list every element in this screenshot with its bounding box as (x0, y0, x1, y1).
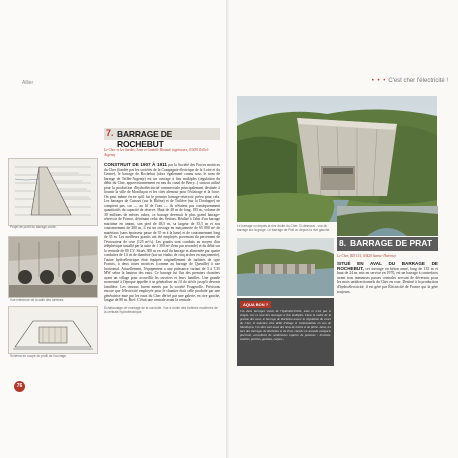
running-header-right (372, 78, 448, 84)
prat-title: BARRAGE DE PRAT (350, 238, 433, 248)
rochebut-lead: CONSTRUIT DE 1907 À 1911 (104, 162, 167, 168)
prat-heading (337, 237, 438, 251)
page-number-badge: 76 (14, 381, 25, 392)
gorge-svg (337, 206, 438, 236)
prat-credit: Le Cher, RD 151, 03420 Sainte-Thérence (337, 254, 397, 258)
aqua-bon-tag: AQUA BON ? (240, 301, 271, 308)
rochebut-dam-photo (237, 96, 437, 222)
running-header-dots: • • • (371, 78, 387, 84)
profile-drawing-caption: Projet de profil du barrage-voûte. (10, 225, 57, 229)
prat-body (337, 262, 438, 294)
prat-number: 8. (339, 238, 347, 248)
rochebut-dam-svg (237, 96, 437, 222)
prat-body-text: cet ouvrage en béton armé, long de 135 m et haut de 24 m, mis en service en 1970, est un barrage à contreforts avant tous immenses passes centrales servant de déversoir pour les mois unidirectionnels du Cher en crue. Destiné à la production d'hydroélectricité, il est géré par Électricité de France qui la gère toujours. (337, 266, 438, 294)
prat-dam-svg (237, 238, 334, 296)
rochebut-credit: Le Cher et les Sardes, Jean et Camille Rinaud, ingénieurs, 03430 Teillet-Argenty (104, 148, 209, 157)
prat-lead: SITUÉ EN AVAL DU BARRAGE DE ROCHEBUT, (337, 261, 438, 271)
article-rochebut (104, 128, 220, 314)
cross-section-drawing (8, 306, 98, 354)
turbine-hall-svg (9, 237, 97, 297)
dam-profile-svg (9, 159, 97, 225)
right-photo-caption: Le barrage vu depuis la rive droite du Cher. Ci-dessous : vue du barrage sur la gorge. Le barrage de Prat vu depuis la rive gauche. (237, 224, 331, 232)
rochebut-body-text: par la Société des Forces motrices du Cher (fondée par les sociétés de la Compagnie électrique de la Loire et du Centre), le barrage de Rochebut (alors également connu sous le nom de barrage de Teillet-Argenty) est un ouvrage à fins multiples (régulation du débit du Cher, approvisionnement en eau du canal de Berry...) surtout utilisé pour la production d'hydroélectricité commerciale principalement destinée à fournir la ville de Montluçon et les cités alentour pour l'éclairage et la force. On peut même écrire qu'il fut le premier barrage-réservoir prévu pour cela. Les barrages de Causset (sur le Rhône) et de Tuilière (sur la Dordogne) ne comptent pas, car — au fil de l'eau — ils n'étaient pas conséquemment quantitatifs du capacité de réserve. Haut de 40 m de long, 185 m, volume de 30 millions de mètres cubes, ce barrage devenait le plus grand barrage-réservoir de France, détrônant celui des Settons. Réalisé à l'abri d'un barrage maritime en amont, son pied de 48,5 m, sa largeur de 35,5 m et son couronnement de 200 m, il est un ouvrage en maçonnerie de 65 000 m³ de matériaux (sans épaisseur passe de 35 m à la base) et de couronnement long de 35 m. Les meilleurs granits ont été employés provenant du percement de l'évacuateur de crue (125 m³/s). Les granits sont conduits au moyen d'un téléphérique installé par la suite de 1 300 m³ d'eau par seconde) et du débit sur la centrale de 80 CV. Situés 300 m en aval du barrage et alimentée par quatre conduites de 1,6 m de diamètre (sur un viaduc de cinq arches en maçonnerie), l'usine hydroélectrique était équipée originellement de turbines de type Francis, à deux roues motrices (comme au barrage de Queuille) à axe horizontal. Actuellement, l'équipement a une puissance variant de 3 à 7,35 MW selon la hauteur des eaux. Ce barrage fut l'un des premiers chantiers ayant un village pour accueillir les ouvriers et leurs familles. Une grande nouveauté à l'époque appelée à se généraliser au fil du siècle jusqu'à devenir familière. Les travaux furent menés par la société Fougerolle. Précisons encore que l'électricité employée pour le chantier était celle produite par une génératrice mue par les eaux du Cher dérivé par une galerie, en rive gauche, longue de 80 m. Bref: C'était une centrale avant la centrale. (104, 163, 220, 303)
running-header-left: Allier (22, 80, 34, 86)
rochebut-number: 7. (106, 128, 114, 138)
book-gutter (226, 0, 232, 458)
cross-section-svg (9, 307, 97, 353)
dam-profile-drawing (8, 158, 98, 226)
gorge-photo (337, 206, 438, 236)
rochebut-heading (104, 128, 220, 149)
rochebut-body (104, 163, 220, 303)
article-prat (337, 237, 438, 294)
prat-dam-photo (237, 238, 334, 296)
rochebut-title: BARRAGE DE ROCHEBUT (117, 129, 173, 149)
cross-section-caption: Schéma en coupe du profil de l'ouvrage. (10, 354, 67, 358)
running-header-right-text: C'est cher l'électricité ! (388, 78, 448, 84)
aqua-bon-sidebar (237, 298, 334, 366)
rochebut-bottom-caption: Échafaudage de montage de la conduite. Vue à droite des turbines modernes de la centrale hydroélectrique. (104, 305, 218, 314)
turbine-hall-caption: Vue intérieure de la salle des turbines. (10, 298, 65, 302)
aqua-bon-text: Ces deux barrages vivent de l'hydroélectricité, mais ce n'est pas si simple, car ce sont des ouvrages à fins multiples. Dans le cadre de la gestion des eaux, le barrage de Rochebut assure la régulation du cours du Cher, le maintien d'un débit d'étiage et l'alimentation en eau de Montluçon. Ces sites sont aussi des lieux de loisirs et de pêche. Ainsi, les lacs des barrages de Rochebut et de Prat, classés en seconde catégorie piscicole, accueillent de nombreuses espèces de poissons : brochets, sandres, perches, gardons, carpes... (240, 309, 331, 341)
turbine-hall-photo (8, 236, 98, 298)
